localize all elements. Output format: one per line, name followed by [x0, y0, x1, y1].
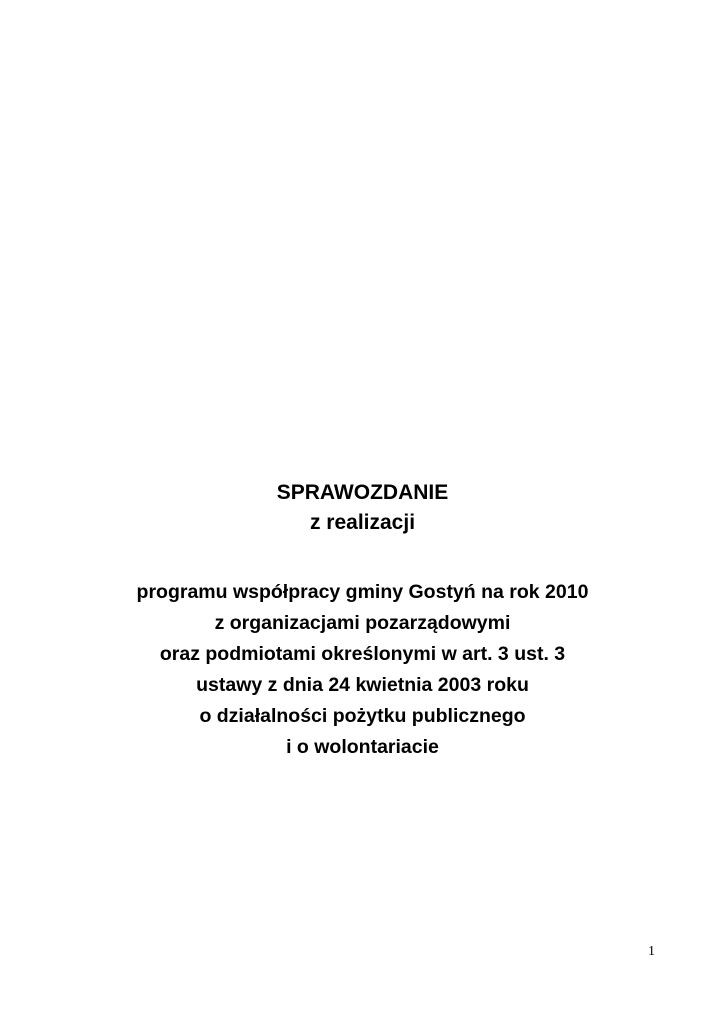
document-title: SPRAWOZDANIE [276, 481, 449, 504]
body-line: programu współpracy gminy Gostyń na rok 2010 [136, 581, 589, 603]
body-line: i o wolontariacie [286, 736, 439, 758]
document-subtitle: z realizacji [309, 511, 416, 534]
body-line: z organizacjami pozarządowymi [214, 612, 511, 634]
body-line: o działalności pożytku publicznego [199, 705, 526, 727]
body-line: ustawy z dnia 24 kwietnia 2003 roku [196, 674, 529, 696]
body-line: oraz podmiotami określonymi w art. 3 ust. 3 [159, 643, 566, 665]
document-body [0, 577, 725, 763]
title-block [0, 478, 725, 538]
page-number: 1 [648, 944, 655, 959]
